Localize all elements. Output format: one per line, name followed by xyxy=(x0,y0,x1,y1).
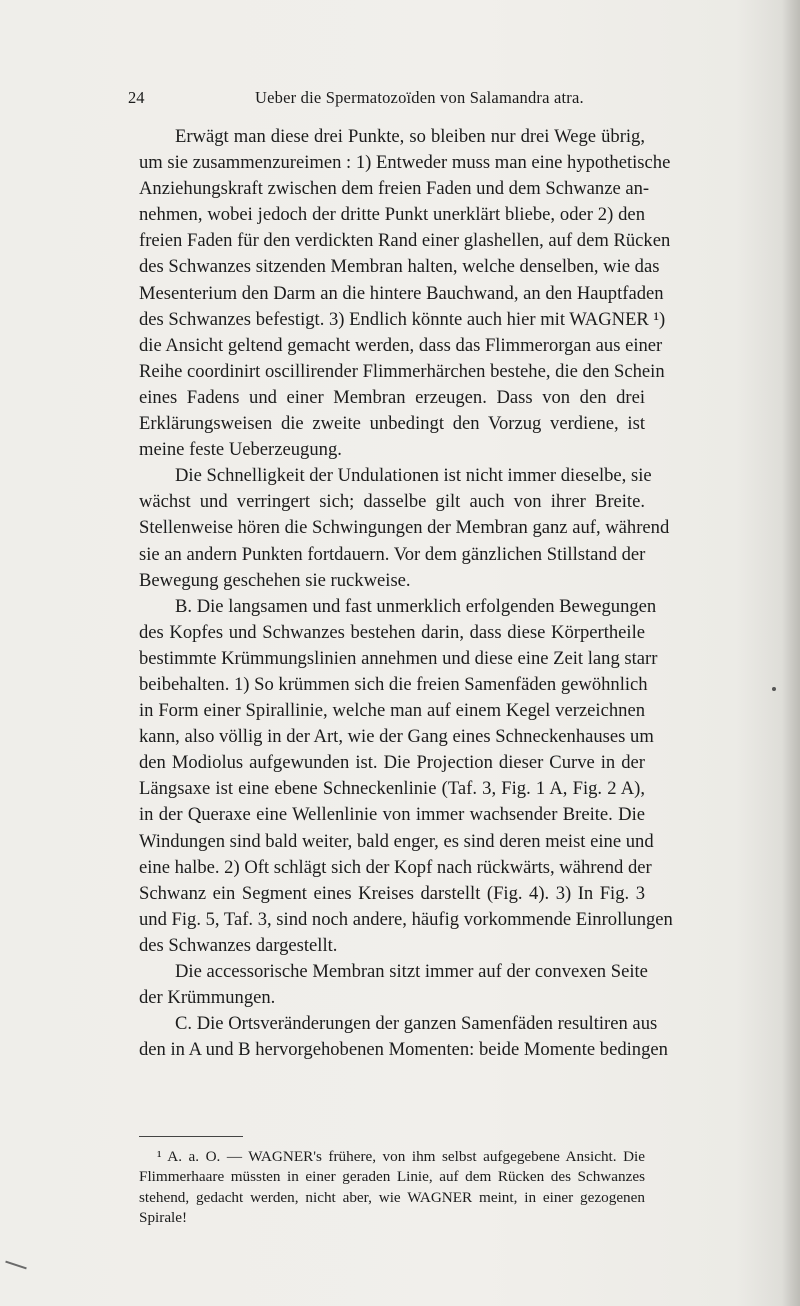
text-line: kann, also völlig in der Art, wie der Gang eines Schneckenhauses um xyxy=(139,726,654,748)
text-line: den in A und B hervorgehobenen Momenten: beide Momente bedingen xyxy=(139,1039,668,1061)
page-edge-shadow xyxy=(782,0,800,1306)
text-line: sie an andern Punkten fortdauern. Vor dem gänzlichen Stillstand der xyxy=(139,543,646,565)
body-text xyxy=(139,124,673,1063)
footnote-line: Spirale! xyxy=(139,1208,188,1226)
text-line: nehmen, wobei jedoch der dritte Punkt unerklärt bliebe, oder 2) den xyxy=(139,204,645,226)
footnote-line: stehend, gedacht werden, nicht aber, wie WAGNER meint, in einer gezogenen xyxy=(139,1188,645,1206)
text-line: Anziehungskraft zwischen dem freien Faden und dem Schwanze an- xyxy=(139,178,650,200)
text-line: in der Queraxe eine Wellenlinie von immer wachsender Breite. Die xyxy=(139,804,645,826)
running-header xyxy=(128,88,648,112)
footnote-line: Flimmerhaare müssten in einer geraden Linie, auf dem Rücken des Schwanzes xyxy=(139,1168,645,1186)
text-line: beibehalten. 1) So krümmen sich die freien Samenfäden gewöhnlich xyxy=(139,673,648,695)
text-line: Reihe coordinirt oscillirender Flimmerhärchen bestehe, die den Schein xyxy=(139,360,665,382)
text-line: Die accessorische Membran sitzt immer auf der convexen Seite xyxy=(175,961,648,982)
text-line: Windungen sind bald weiter, bald enger, es sind deren meist eine und xyxy=(139,830,654,852)
text-line: Erwägt man diese drei Punkte, so bleiben nur drei Wege übrig, xyxy=(175,126,645,147)
footnotes xyxy=(139,1147,645,1228)
text-line: C. Die Ortsveränderungen der ganzen Samenfäden resultiren aus xyxy=(175,1013,658,1035)
text-line: eines Fadens und einer Membran erzeugen. Dass von den drei xyxy=(139,386,645,408)
text-line: Erklärungsweisen die zweite unbedingt den Vorzug verdiene, ist xyxy=(139,413,645,435)
text-line: wächst und verringert sich; dasselbe gilt auch von ihrer Breite. xyxy=(139,491,645,513)
text-line: freien Faden für den verdickten Rand einer glashellen, auf dem Rücken xyxy=(139,230,671,252)
running-title: Ueber die Spermatozoïden von Salamandra atra. xyxy=(255,88,584,107)
text-line: des Schwanzes befestigt. 3) Endlich könnte auch hier mit WAGNER ¹) xyxy=(139,308,666,330)
text-line: eine halbe. 2) Oft schlägt sich der Kopf nach rückwärts, während der xyxy=(139,856,652,878)
text-line: meine feste Ueberzeugung. xyxy=(139,439,342,461)
text-line: B. Die langsamen und fast unmerklich erfolgenden Bewegungen xyxy=(175,595,657,617)
text-line: Mesenterium den Darm an die hintere Bauchwand, an den Hauptfaden xyxy=(139,282,664,304)
footnote-line: ¹ A. a. O. — WAGNER's frühere, von ihm selbst aufgegebene Ansicht. Die xyxy=(157,1148,645,1165)
text-line: Längsaxe ist eine ebene Schneckenlinie (Taf. 3, Fig. 1 A, Fig. 2 A), xyxy=(139,778,645,800)
text-line: der Krümmungen. xyxy=(139,987,276,1009)
text-line: die Ansicht geltend gemacht werden, dass das Flimmerorgan aus einer xyxy=(139,334,663,356)
page-number: 24 xyxy=(128,88,145,107)
text-line: um sie zusammenzureimen : 1) Entweder muss man eine hypothetische xyxy=(139,152,671,174)
text-line: des Schwanzes dargestellt. xyxy=(139,934,338,956)
text-line: bestimmte Krümmungslinien annehmen und diese eine Zeit lang starr xyxy=(139,647,658,669)
text-line: Stellenweise hören die Schwingungen der Membran ganz auf, während xyxy=(139,517,670,539)
footnote-rule xyxy=(139,1136,243,1137)
text-line: und Fig. 5, Taf. 3, sind noch andere, häufig vorkommende Einrollungen xyxy=(139,908,673,930)
text-line: des Schwanzes sitzenden Membran halten, welche denselben, wie das xyxy=(139,256,660,278)
text-line: des Kopfes und Schwanzes bestehen darin, dass diese Körpertheile xyxy=(139,621,645,643)
text-line: in Form einer Spirallinie, welche man auf einem Kegel verzeichnen xyxy=(139,700,645,722)
text-line: Die Schnelligkeit der Undulationen ist nicht immer dieselbe, sie xyxy=(175,465,652,487)
margin-mark xyxy=(5,1261,27,1270)
text-line: den Modiolus aufgewunden ist. Die Projection dieser Curve in der xyxy=(139,752,645,774)
text-line: Schwanz ein Segment eines Kreises darstellt (Fig. 4). 3) In Fig. 3 xyxy=(139,882,645,904)
margin-dot xyxy=(772,687,776,691)
text-line: Bewegung geschehen sie ruckweise. xyxy=(139,569,411,591)
